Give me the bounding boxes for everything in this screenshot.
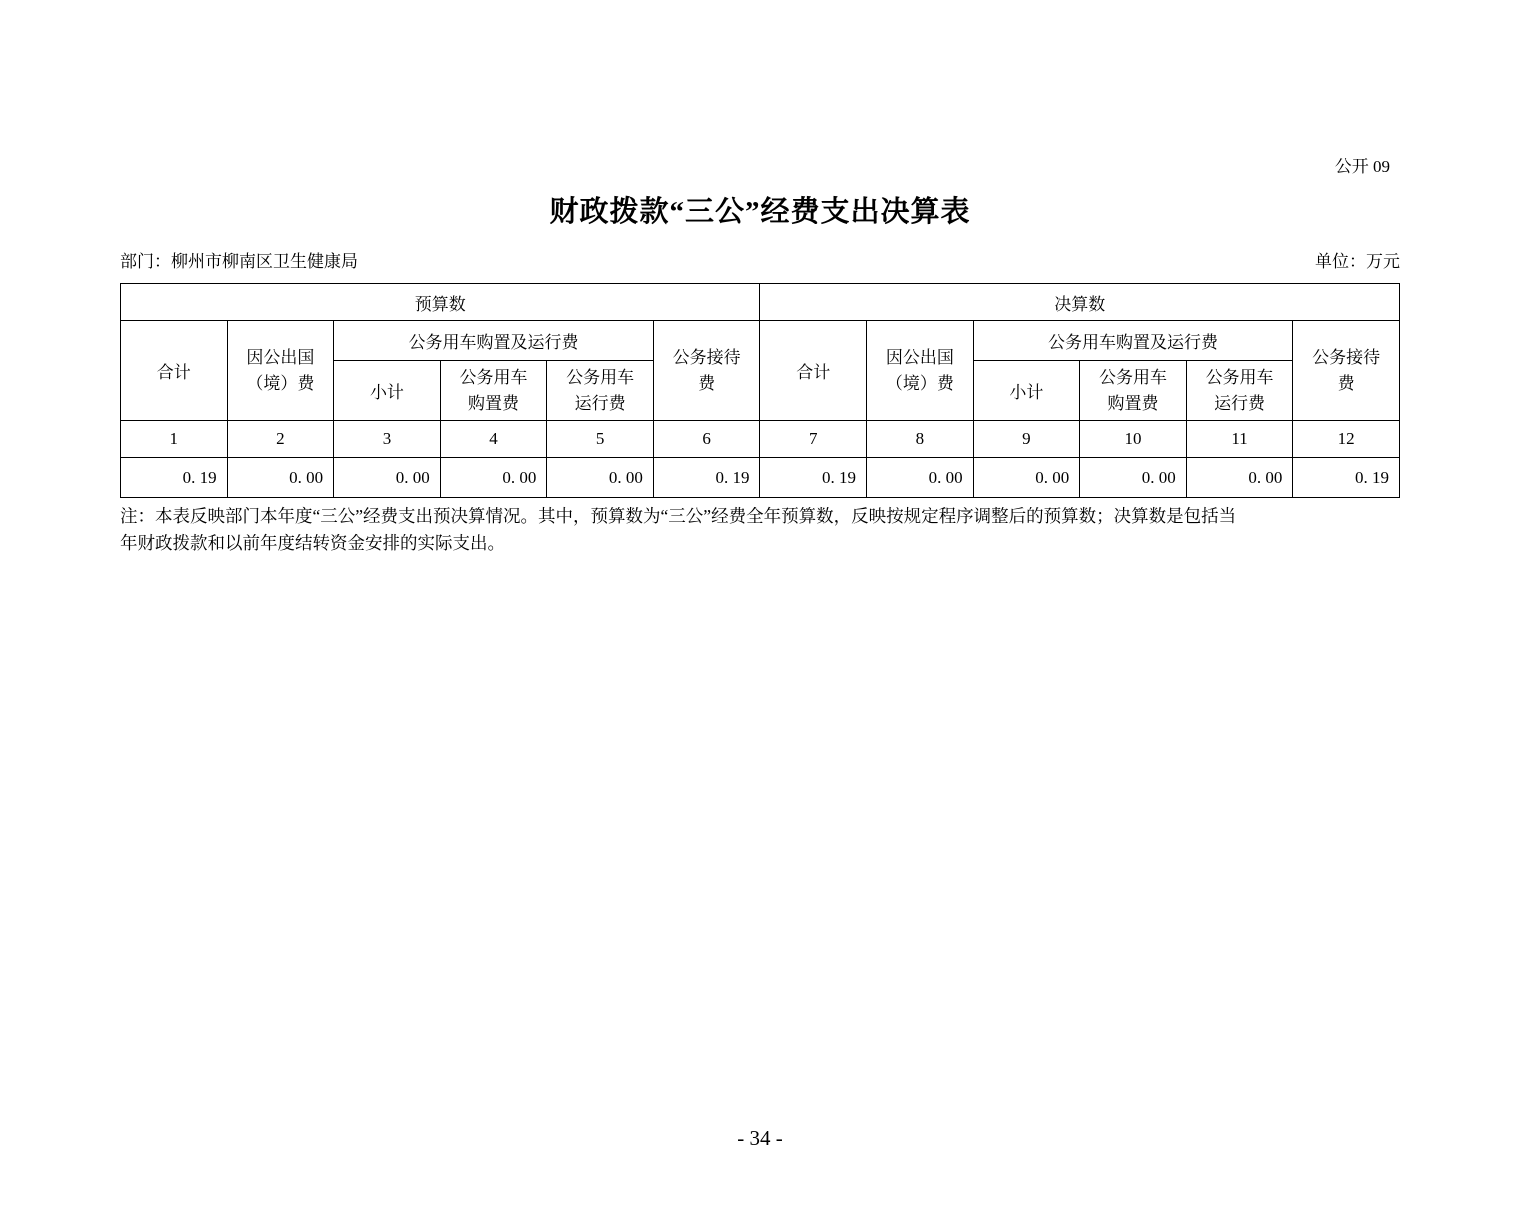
column-number-row [121, 421, 1400, 458]
column-number-6: 6 [653, 421, 760, 458]
final-col-header-subtotal: 小计 [973, 361, 1080, 421]
department-label: 部门：柳州市柳南区卫生健康局 [120, 252, 358, 271]
table-note-line-2: 年财政拨款和以前年度结转资金安排的实际支出。 [120, 533, 505, 553]
column-number-3: 3 [334, 421, 441, 458]
budget-col-header-vehicle-group: 公务用车购置及运行费 [334, 321, 654, 361]
budget-col-header-abroad: 因公出国 （境）费 [227, 321, 334, 421]
value-cell-7: 0. 19 [760, 458, 867, 498]
budget-col-header-purchase: 公务用车 购置费 [440, 361, 547, 421]
value-cell-10: 0. 00 [1080, 458, 1187, 498]
value-cell-1: 0. 19 [121, 458, 228, 498]
section-header-row [121, 284, 1400, 321]
final-col-header-purchase: 公务用车 购置费 [1080, 361, 1187, 421]
column-number-8: 8 [867, 421, 974, 458]
final-col-header-reception: 公务接待 费 [1293, 321, 1400, 421]
column-number-1: 1 [121, 421, 228, 458]
page-number: - 34 - [737, 1126, 783, 1150]
column-number-2: 2 [227, 421, 334, 458]
budget-col-header-subtotal: 小计 [334, 361, 441, 421]
value-cell-11: 0. 00 [1186, 458, 1293, 498]
value-cell-8: 0. 00 [867, 458, 974, 498]
budget-col-header-total: 合计 [121, 321, 228, 421]
column-number-12: 12 [1293, 421, 1400, 458]
table-note [120, 503, 1400, 557]
budget-col-header-reception: 公务接待 费 [653, 321, 760, 421]
expense-table [120, 283, 1400, 498]
column-number-4: 4 [440, 421, 547, 458]
document-page [120, 156, 1400, 557]
value-cell-3: 0. 00 [334, 458, 441, 498]
final-col-header-operation: 公务用车 运行费 [1186, 361, 1293, 421]
meta-row [120, 250, 1400, 274]
value-cell-9: 0. 00 [973, 458, 1080, 498]
value-cell-6: 0. 19 [653, 458, 760, 498]
column-number-9: 9 [973, 421, 1080, 458]
unit-label: 单位：万元 [1315, 252, 1400, 271]
value-row [121, 458, 1400, 498]
final-col-header-total: 合计 [760, 321, 867, 421]
section-header-final: 决算数 [760, 284, 1400, 321]
column-header-row-1 [121, 321, 1400, 361]
page-title: 财政拨款“三公”经费支出决算表 [549, 196, 971, 228]
value-cell-4: 0. 00 [440, 458, 547, 498]
value-cell-12: 0. 19 [1293, 458, 1400, 498]
value-cell-2: 0. 00 [227, 458, 334, 498]
doc-code: 公开 09 [1334, 157, 1390, 176]
column-number-11: 11 [1186, 421, 1293, 458]
final-col-header-abroad: 因公出国 （境）费 [867, 321, 974, 421]
budget-col-header-operation: 公务用车 运行费 [547, 361, 654, 421]
value-cell-5: 0. 00 [547, 458, 654, 498]
column-number-5: 5 [547, 421, 654, 458]
final-col-header-vehicle-group: 公务用车购置及运行费 [973, 321, 1293, 361]
section-header-budget: 预算数 [121, 284, 760, 321]
column-number-10: 10 [1080, 421, 1187, 458]
table-note-line-1: 注：本表反映部门本年度“三公”经费支出预决算情况。其中，预算数为“三公”经费全年预算数，反映按规定程序调整后的预算数；决算数是包括当 [120, 506, 1237, 526]
column-number-7: 7 [760, 421, 867, 458]
